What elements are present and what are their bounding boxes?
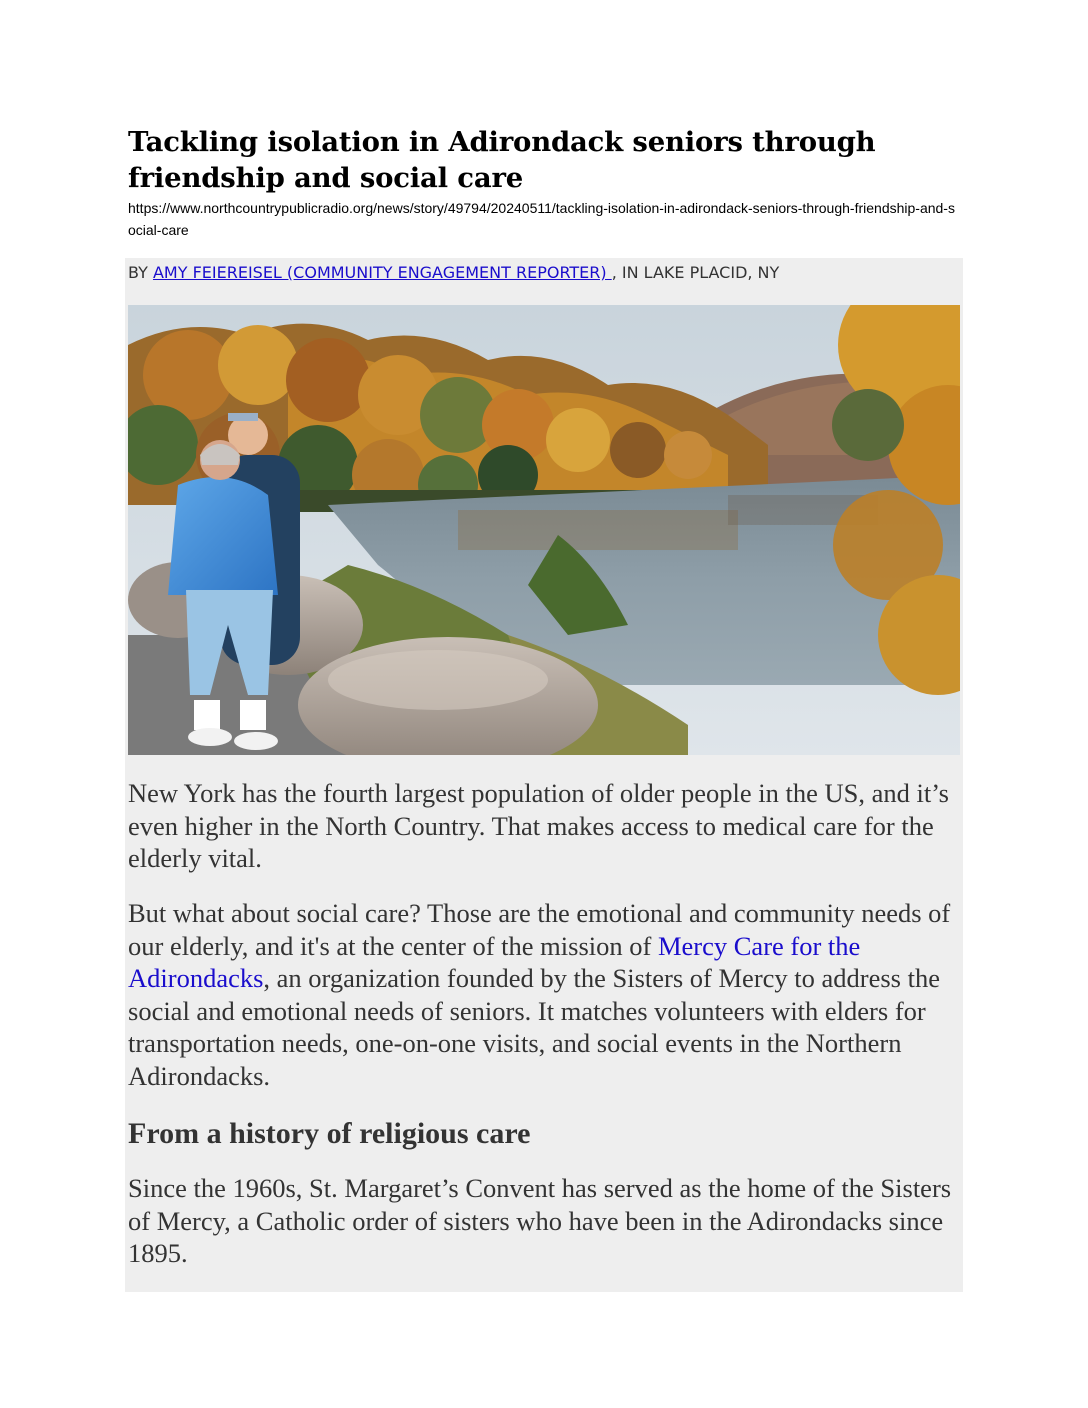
byline	[128, 262, 779, 284]
author-link[interactable]: AMY FEIEREISEL (COMMUNITY ENGAGEMENT REPORTER)	[152, 263, 612, 282]
source-url: https://www.northcountrypublicradio.org/news/story/49794/20240511/tackling-isolation-in-adirondack-seniors-through-friendship-and-social-care	[128, 200, 955, 238]
photo-autumn-lake-icon	[128, 305, 960, 755]
byline-location: , IN LAKE PLACID, NY	[611, 263, 780, 282]
page-title: Tackling isolation in Adirondack seniors through friendship and social care	[128, 126, 876, 194]
hero-photo	[128, 305, 960, 755]
paragraph-mission-text-b: , an organization founded by the Sisters of Mercy to address the social and emotional needs of seniors. It matches volunteers with elders for transportation needs, one-on-one visits, and social events in the Northern Adirondacks.	[128, 963, 940, 1091]
paragraph-mission-text-a: But what about social care? Those are the emotional and community needs of our elderly, and it's at the center of the mission of	[128, 898, 951, 961]
paragraph-mission	[128, 897, 958, 1092]
byline-prefix: BY	[128, 263, 153, 282]
article-container	[125, 258, 963, 1292]
paragraph-intro: New York has the fourth largest population of older people in the US, and it’s even higher in the North Country. That makes access to medical care for the elderly vital.	[128, 778, 949, 873]
paragraph-history: Since the 1960s, St. Margaret’s Convent has served as the home of the Sisters of Mercy, a Catholic order of sisters who have been in the Adirondacks since 1895.	[128, 1173, 952, 1268]
mercy-care-link[interactable]: Mercy Care for the Adirondacks	[128, 930, 861, 993]
section-heading: From a history of religious care	[128, 1117, 531, 1150]
